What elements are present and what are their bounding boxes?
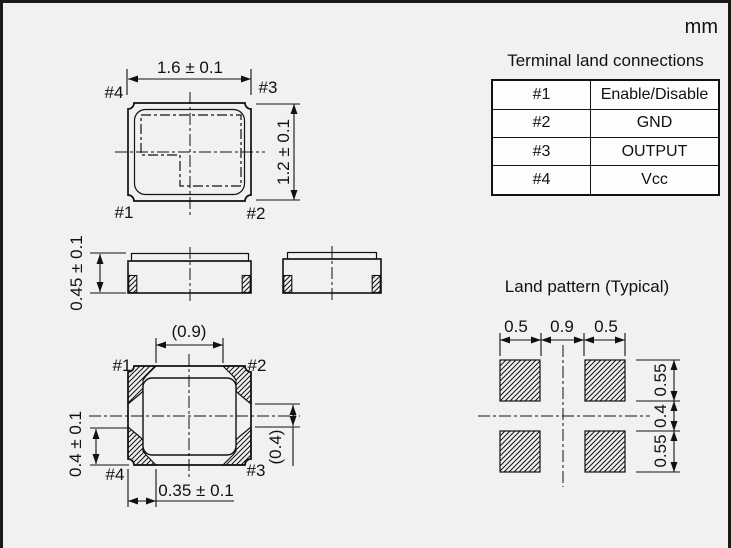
terminal-cell: #2 xyxy=(492,109,591,137)
dim-pad-height-left xyxy=(90,428,129,465)
package-drawing-svg xyxy=(3,3,731,548)
connection-cell: Enable/Disable xyxy=(591,80,720,109)
land-pattern-dim-col-center-label: 0.9 xyxy=(550,317,574,336)
terminal-cell: #1 xyxy=(492,80,591,109)
top-view-pin-4-label: #4 xyxy=(104,83,124,102)
bottom-view-dim-top-label: (0.9) xyxy=(171,322,207,341)
connection-cell: GND xyxy=(591,109,720,137)
land-pattern-dim-row-top-label: 0.55 xyxy=(651,363,670,397)
top-view-pin-1-label: #1 xyxy=(114,203,134,222)
land-pattern-dim-col-left-label: 0.5 xyxy=(504,317,528,336)
bottom-view-pin-3-label: #3 xyxy=(246,461,266,480)
crystal-blank-outline xyxy=(141,115,241,186)
terminal-table-title: Terminal land connections xyxy=(507,51,704,70)
land-pattern xyxy=(478,333,680,487)
terminal-pad-hatch xyxy=(284,276,292,293)
bottom-view-pin-4-label: #4 xyxy=(105,465,125,484)
top-view-pin-2-label: #2 xyxy=(246,204,266,223)
side-view-dim-height-label: 0.45 ± 0.1 xyxy=(67,235,86,311)
bottom-view-pin-1-label: #1 xyxy=(112,356,132,375)
terminal-pad-hatch xyxy=(242,276,250,293)
side-view-front xyxy=(128,247,251,301)
connection-cell: Vcc xyxy=(591,166,720,195)
land-pad-hatch xyxy=(585,431,625,472)
land-pattern-dim-col-right-label: 0.5 xyxy=(594,317,618,336)
land-pad-hatch xyxy=(500,431,540,472)
terminal-pad-hatch xyxy=(372,276,380,293)
land-pattern-dim-row-middle-label: 0.4 xyxy=(651,404,670,428)
land-pattern-title: Land pattern (Typical) xyxy=(504,277,670,296)
top-view-dim-height-label: 1.2 ± 0.1 xyxy=(274,118,293,186)
land-pad-hatch xyxy=(585,360,625,401)
terminal-cell: #3 xyxy=(492,137,591,165)
land-pad-hatch xyxy=(500,360,540,401)
top-view-dim-width-label: 1.6 ± 0.1 xyxy=(156,58,224,77)
top-view-pin-3-label: #3 xyxy=(258,78,278,97)
connection-cell: OUTPUT xyxy=(591,137,720,165)
terminal-pad-hatch xyxy=(129,276,137,293)
bottom-view-pin-2-label: #2 xyxy=(247,356,267,375)
land-pattern-dim-row-bottom-label: 0.55 xyxy=(651,434,670,468)
dim-side-height xyxy=(90,253,126,293)
terminal-cell: #4 xyxy=(492,166,591,195)
bottom-view-dim-bottom-label: 0.35 ± 0.1 xyxy=(158,481,234,500)
bottom-view-dim-right-label: (0.4) xyxy=(266,429,285,465)
side-view-side xyxy=(283,246,381,301)
unit-label: mm xyxy=(684,16,718,38)
bottom-view-dim-left-label: 0.4 ± 0.1 xyxy=(66,410,85,478)
